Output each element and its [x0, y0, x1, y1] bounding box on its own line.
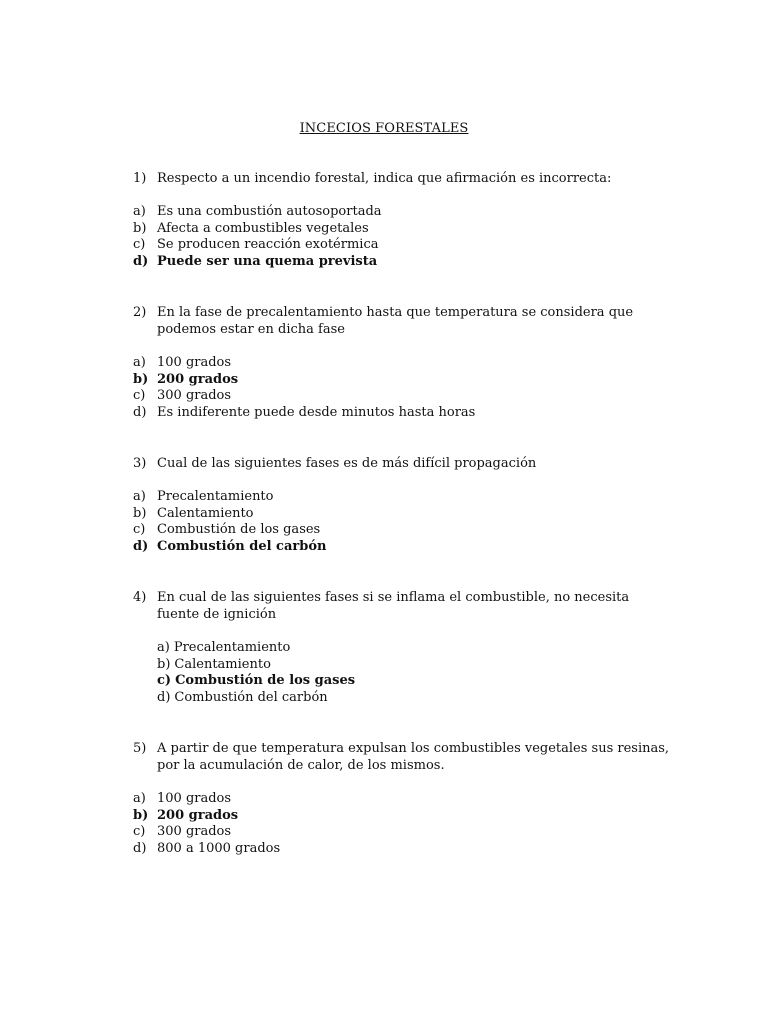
option-text: 300 grados: [157, 388, 232, 404]
option-letter: c): [133, 522, 146, 538]
option-letter: c): [133, 388, 146, 404]
option-letter: b): [133, 220, 147, 236]
option-text: Es una combustión autosoportada: [157, 204, 382, 219]
question-number: 2): [133, 305, 147, 320]
question-number: 1): [133, 171, 147, 186]
option-text: Combustión de los gases: [175, 673, 356, 689]
option-text: 100 grados: [157, 791, 232, 806]
option-a: [133, 791, 673, 808]
option-a: [133, 640, 673, 657]
option-c: [133, 388, 673, 405]
option-text: Calentamiento: [174, 656, 271, 672]
question-number: 5): [133, 741, 147, 756]
question-text: Respecto a un incendio forestal, indica que afirmación es incorrecta:: [157, 171, 612, 186]
option-list: [133, 204, 673, 271]
option-list: [133, 489, 673, 556]
question-text: A partir de que temperatura expulsan los combustibles vegetales sus resinas, por la acumulación de calor, de los mismos.: [157, 741, 670, 773]
option-letter: c): [133, 237, 146, 253]
option-letter: b): [133, 807, 149, 823]
option-text: Precalentamiento: [157, 489, 274, 504]
option-text: Precalentamiento: [173, 640, 291, 655]
question-2: [133, 304, 673, 422]
option-c: [133, 824, 673, 841]
option-text: Combustión de los gases: [157, 522, 321, 538]
question-4: [133, 589, 673, 707]
option-letter: a): [133, 791, 146, 806]
option-text: 200 grados: [157, 371, 239, 387]
option-letter: a): [133, 204, 146, 219]
option-letter: c): [157, 673, 172, 689]
option-letter: d): [133, 254, 149, 270]
question-stem: [133, 455, 673, 472]
option-c-correct: [133, 673, 673, 690]
question-3: [133, 455, 673, 556]
question-5: [133, 740, 673, 858]
option-list: [133, 355, 673, 422]
option-c: [133, 522, 673, 539]
option-letter: a): [157, 640, 170, 655]
option-d: [133, 841, 673, 858]
option-letter: a): [133, 355, 146, 370]
question-number: 4): [133, 590, 147, 605]
option-text: Es indiferente puede desde minutos hasta horas: [157, 405, 476, 421]
option-d-correct: [133, 254, 673, 271]
option-letter: d): [157, 690, 171, 706]
option-list: [133, 791, 673, 858]
option-text: Calentamiento: [157, 505, 254, 521]
question-stem: [133, 304, 673, 338]
option-d: [133, 405, 673, 422]
option-d-correct: [133, 539, 673, 556]
option-b-correct: [133, 372, 673, 389]
option-c: [133, 237, 673, 254]
option-b: [133, 657, 673, 674]
option-d: [133, 690, 673, 707]
option-a: [133, 489, 673, 506]
option-letter: d): [133, 405, 147, 421]
option-b: [133, 506, 673, 523]
option-list: [133, 640, 673, 707]
option-letter: d): [133, 841, 147, 857]
option-letter: b): [133, 505, 147, 521]
option-text: 300 grados: [157, 824, 232, 840]
question-stem: [133, 589, 673, 623]
option-text: Puede ser una quema prevista: [157, 254, 378, 270]
question-text: Cual de las siguientes fases es de más difícil propagación: [157, 456, 537, 471]
option-text: 200 grados: [157, 807, 239, 823]
option-a: [133, 204, 673, 221]
option-a: [133, 355, 673, 372]
option-letter: c): [133, 824, 146, 840]
option-letter: b): [157, 656, 171, 672]
option-text: 100 grados: [157, 355, 232, 370]
option-b: [133, 221, 673, 238]
option-text: Se producen reacción exotérmica: [157, 237, 379, 253]
document-title: INCECIOS FORESTALES: [299, 121, 469, 136]
option-letter: b): [133, 371, 149, 387]
option-b-correct: [133, 808, 673, 825]
question-text: En cual de las siguientes fases si se inflama el combustible, no necesita fuente de ignición: [157, 590, 630, 622]
question-stem: [133, 170, 673, 187]
option-text: 800 a 1000 grados: [157, 841, 281, 857]
option-text: Combustión del carbón: [157, 539, 327, 555]
option-text: Afecta a combustibles vegetales: [157, 220, 369, 236]
question-1: [133, 170, 673, 271]
question-text: En la fase de precalentamiento hasta que temperatura se considera que podemos estar en dicha fase: [157, 305, 634, 337]
option-letter: a): [133, 489, 146, 504]
option-letter: d): [133, 539, 149, 555]
question-stem: [133, 740, 673, 774]
option-text: Combustión del carbón: [174, 690, 328, 706]
question-number: 3): [133, 456, 147, 471]
